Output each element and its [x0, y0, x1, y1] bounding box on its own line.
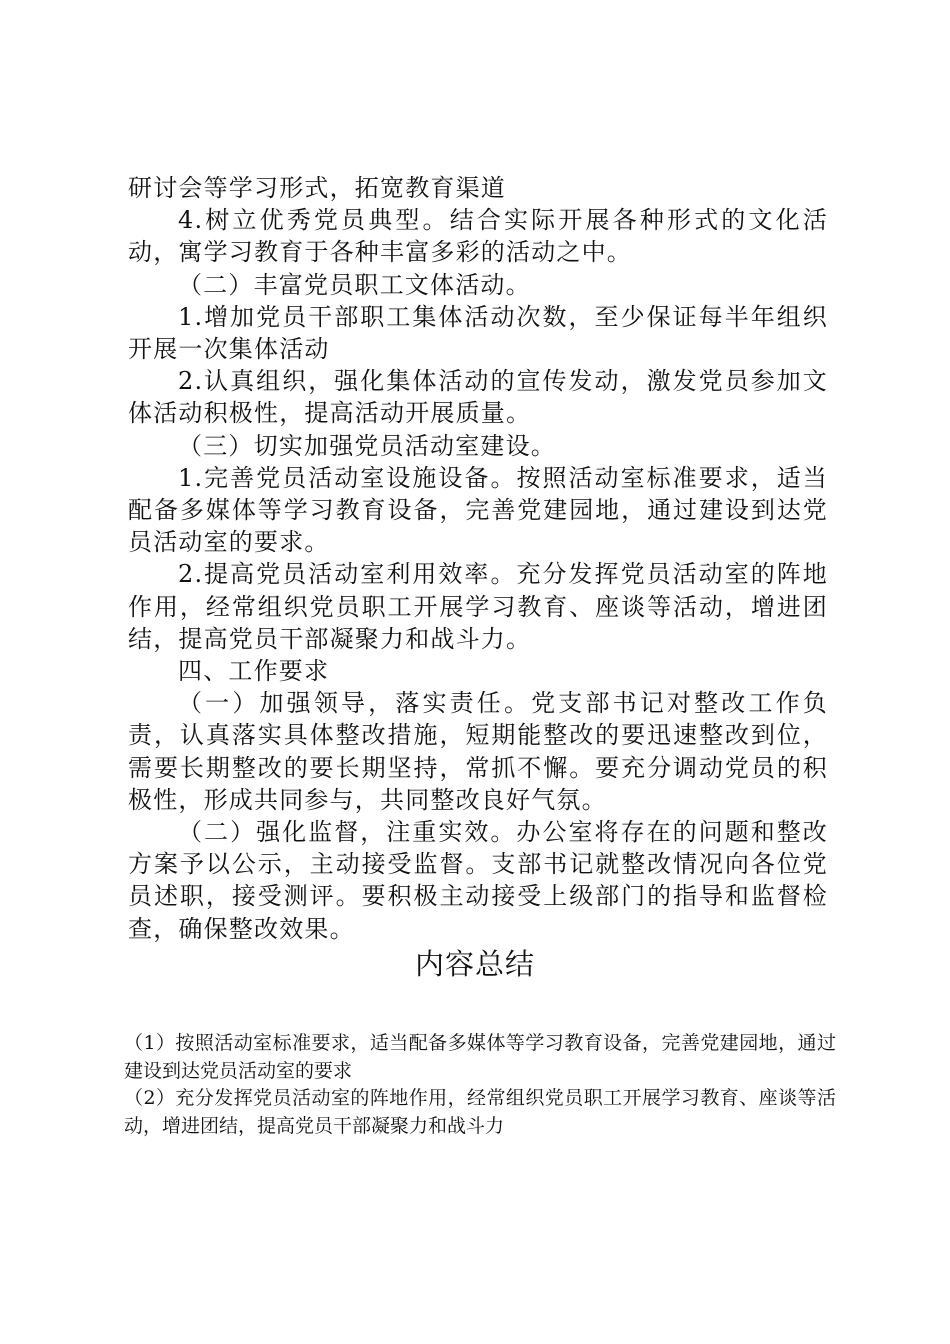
document-body — [128, 172, 828, 945]
summary-item: （1）按照活动室标准要求，适当配备多媒体等学习教育设备，完善党建园地，通过建设到达党员活动室的要求 — [124, 1032, 836, 1082]
summary-item: （2）充分发挥党员活动室的阵地作用，经常组织党员职工开展学习教育、座谈等活动，增进团结，提高党员干部凝聚力和战斗力 — [124, 1087, 836, 1137]
paragraph-requirement-1: （一）加强领导，落实责任。党支部书记对整改工作负责，认真落实具体整改措施，短期能整改的要迅速整改到位，需要长期整改的要长期坚持，常抓不懈。要充分调动党员的积极性，形成共同参与，共同整改良好气氛。 — [128, 689, 828, 814]
paragraph-item-2: 2.认真组织，强化集体活动的宣传发动，激发党员参加文体活动积极性，提高活动开展质量。 — [128, 367, 828, 428]
section-heading-3: （三）切实加强党员活动室建设。 — [178, 431, 556, 460]
section-heading-2: （二）丰富党员职工文体活动。 — [178, 270, 531, 299]
summary-title: 内容总结 — [414, 947, 535, 981]
paragraph-continuation: 研讨会等学习形式，拓宽教育渠道 — [128, 174, 506, 202]
section-heading-4: 四、工作要求 — [178, 657, 330, 686]
paragraph-item-2: 2.提高党员活动室利用效率。充分发挥党员活动室的阵地作用，经常组织党员职工开展学习教育、座谈等活动，增进团结，提高党员干部凝聚力和战斗力。 — [128, 560, 828, 653]
paragraph-item-1: 1.增加党员干部职工集体活动次数，至少保证每半年组织开展一次集体活动 — [128, 302, 828, 364]
paragraph-item-4: 4.树立优秀党员典型。结合实际开展各种形式的文化活动，寓学习教育于各种丰富多彩的活动之中。 — [128, 206, 828, 267]
paragraph-item-1: 1.完善党员活动室设施设备。按照活动室标准要求，适当配备多媒体等学习教育设备，完善党建园地，通过建设到达党员活动室的要求。 — [128, 463, 828, 557]
paragraph-requirement-2: （二）强化监督，注重实效。办公室将存在的问题和整改方案予以公示，主动接受监督。支部书记就整改情况向各位党员述职，接受测评。要积极主动接受上级部门的指导和监督检查，确保整改效果。 — [128, 818, 828, 943]
summary-body — [124, 1030, 836, 1140]
